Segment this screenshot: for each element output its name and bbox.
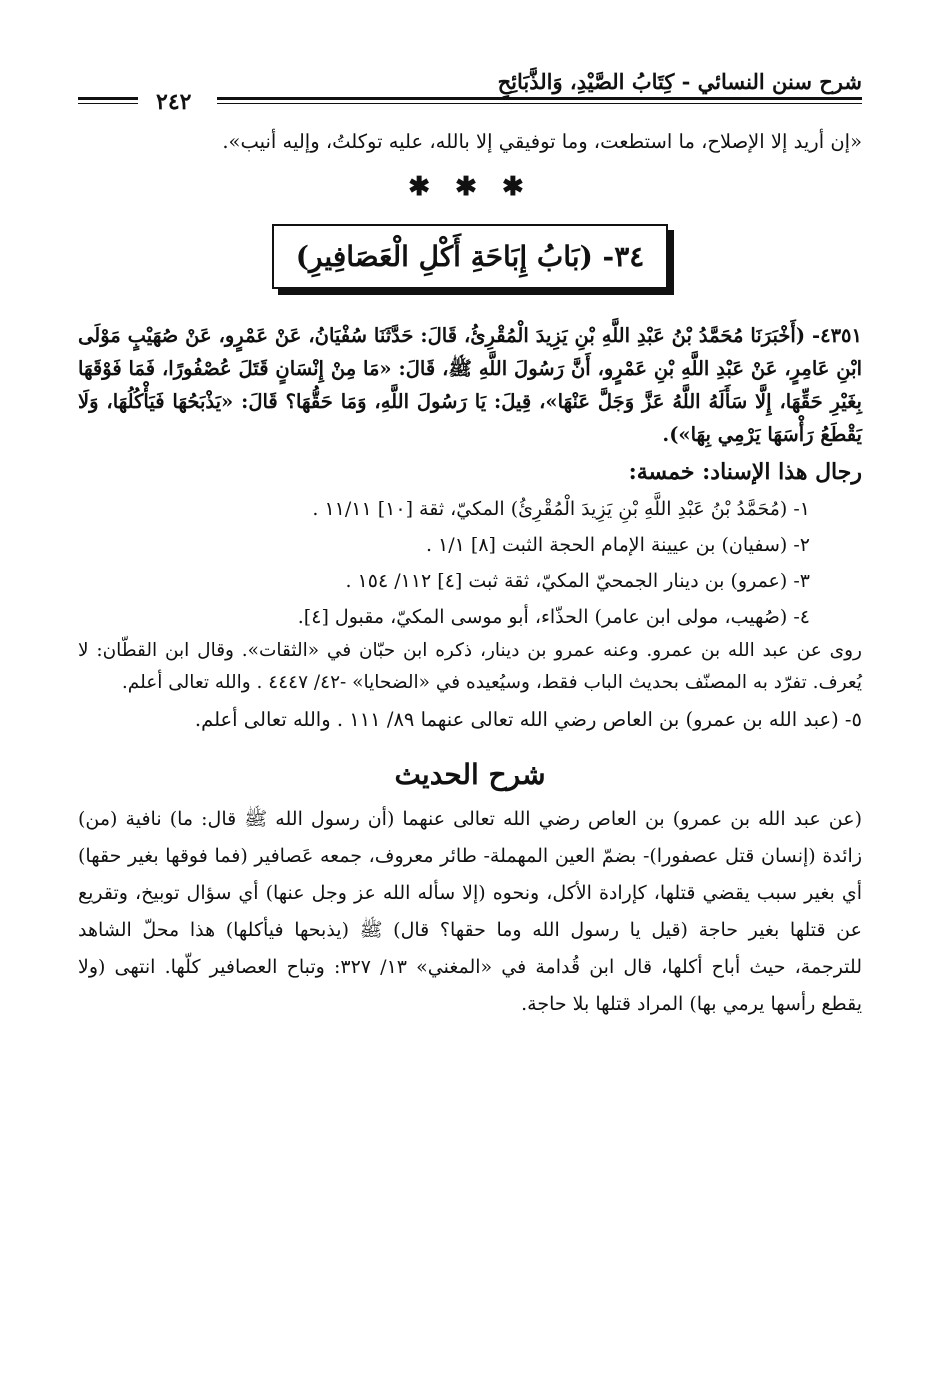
- header-rule-short: [78, 97, 138, 104]
- page-number: ٢٤٢: [156, 89, 192, 115]
- narrator-item-2: ٢- (سفيان) بن عيينة الإمام الحجة الثبت [٨] ١/١ .: [425, 534, 810, 556]
- intro-paragraph: «إن أريد إلا الإصلاح، ما استطعت، وما توفيقي إلا بالله، عليه توكلتُ، وإليه أنيب».: [222, 130, 862, 153]
- narrator-item-3: ٣- (عمرو) بن دينار الجمحيّ المكيّ، ثقة ثبت [٤] ١١٢/ ١٥٤ .: [345, 570, 810, 592]
- hadith-text: ٤٣٥١- (أَخْبَرَنَا مُحَمَّدُ بْنُ عَبْدِ اللَّهِ بْنِ يَزِيدَ الْمُقْرِئُ، قَالَ: حَدَّثَنَا سُفْيَانُ، عَنْ عَمْرٍو، عَنْ صُهَيْبٍ مَوْلَى ابْنِ عَامِرٍ، عَنْ عَبْدِ اللَّهِ بْنِ عَمْرٍو، أَنَّ رَسُولَ اللَّهِ ﷺ، قَالَ: «مَا مِنْ إِنْسَانٍ قَتَلَ عُصْفُورًا، فَمَا فَوْقَهَا بِغَيْرِ حَقِّهَا، إِلَّا سَأَلَهُ اللَّهُ عَزَّ وَجَلَّ عَنْهَا»، قِيلَ: يَا رَسُولَ اللَّهِ، وَمَا حَقُّهَا؟ قَالَ: «يَذْبَحُهَا فَيَأْكُلُهَا، وَلَا يَقْطَعُ رَأْسَهَا يَرْمِي بِهَا»).: [78, 324, 862, 446]
- page-header: [78, 55, 862, 125]
- section-separator-stars: ✱ ✱ ✱: [408, 172, 532, 202]
- narrator-item-5: ٥- (عبد الله بن عمرو) بن العاص رضي الله تعالى عنهما ٨٩/ ١١١ . والله تعالى أعلم.: [194, 708, 862, 731]
- narrator-item-4: ٤- (صُهيب، مولى ابن عامر) الحذّاء، أبو موسى المكيّ، مقبول [٤].: [297, 606, 810, 628]
- narrator-item-1: ١- (مُحَمَّدُ بْنُ عَبْدِ اللَّهِ بْنِ يَزِيدَ الْمُقْرِئُ) المكيّ، ثقة [١٠] ١١/١١ .: [312, 498, 810, 520]
- chapter-title-container: [78, 224, 862, 289]
- running-title: شرح سنن النسائي - كِتَابُ الصَّيْدِ، وَالذَّبَائِحِ: [497, 69, 862, 94]
- sharh-text: (عن عبد الله بن عمرو) بن العاص رضي الله تعالى عنهما (أن رسول الله ﷺ قال: ما) نافية (من) زائدة (إنسان قتل عصفورا)- بضمّ العين المهملة- طائر معروف، جمعه عَصافير (فما فوقها بغير حقها) أي بغير سبب يقضي قتلها، كإرادة الأكل، ونحوه (إلا سأله الله عز وجل عنها) أي سؤال توبيخ، وتقريع عن قتلها بغير حاجة (قيل يا رسول الله وما حقها؟ قال) ﷺ (يذبحها فيأكلها) هذا محلّ الشاهد للترجمة، حيث أباح أكلها، قال ابن قُدامة في «المغني» ١٣/ ٣٢٧: وتباح العصافير كلّها. انتهى (ولا يقطع رأسها يرمي بها) المراد قتلها بلا حاجة.: [78, 808, 862, 1015]
- narrator-note: روى عن عبد الله بن عمرو. وعنه عمرو بن دينار، ذكره ابن حبّان في «الثقات». وقال ابن القطّان: لا يُعرف. تفرّد به المصنّف بحديث الباب فقط، وسيُعيده في «الضحايا» -٤٢/ ٤٤٤٧ . والله تعالى أعلم.: [78, 640, 862, 693]
- chapter-title: ٣٤- (بَابُ إِبَاحَةِ أَكْلِ الْعَصَافِيرِ): [272, 224, 669, 289]
- sharh-heading: شرح الحديث: [394, 758, 546, 791]
- rijal-heading: رجال هذا الإسناد: خمسة:: [628, 459, 862, 485]
- narrators-list: [78, 491, 862, 635]
